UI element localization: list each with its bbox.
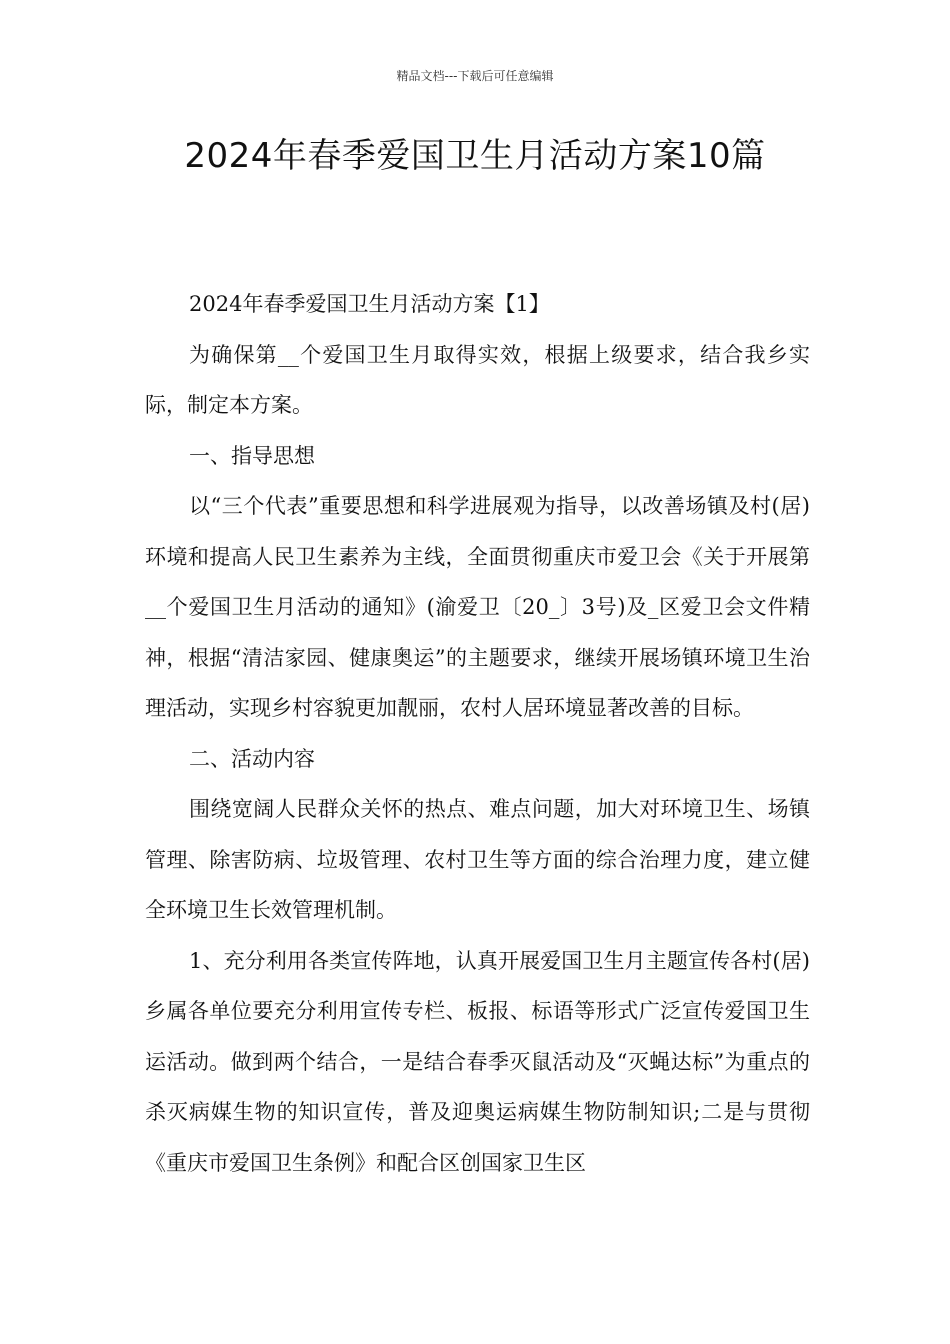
paragraph-item-1: 1、充分利用各类宣传阵地，认真开展爱国卫生月主题宣传各村(居)乡属各单位要充分利用宣传专栏、板报、标语等形式广泛宣传爱国卫生运活动。做到两个结合，一是结合春季灭鼠活动及“灭蝇达标”为重点的杀灭病媒生物的知识宣传，普及迎奥运病媒生物防制知识;二是与贯彻《重庆市爱国卫生条例》和配合区创国家卫生区 bbox=[145, 948, 810, 1175]
paragraph-guiding-ideology: 以“三个代表”重要思想和科学进展观为指导，以改善场镇及村(居)环境和提高人民卫生素养为主线，全面贯彻重庆市爱卫会《关于开展第__个爱国卫生月活动的通知》(渝爱卫〔20_〕3号)及_区爱卫会文件精神，根据“清洁家园、健康奥运”的主题要求，继续开展场镇环境卫生治理活动，实现乡村容貌更加靓丽，农村人居环境显著改善的目标。 bbox=[145, 494, 810, 720]
paragraph-activity-content: 围绕宽阔人民群众关怀的热点、难点问题，加大对环境卫生、场镇管理、除害防病、垃圾管理、农村卫生等方面的综合治理力度，建立健全环境卫生长效管理机制。 bbox=[145, 797, 810, 922]
document-title: 2024年春季爱国卫生月活动方案10篇 bbox=[184, 136, 766, 176]
document-body bbox=[145, 279, 810, 1188]
paragraph-intro: 为确保第__个爱国卫生月取得实效，根据上级要求，结合我乡实际，制定本方案。 bbox=[145, 342, 810, 417]
header-note: 精品文档---下载后可任意编辑 bbox=[396, 69, 554, 83]
section-heading-guiding-ideology: 一、指导思想 bbox=[189, 443, 315, 468]
section-heading-activity-content: 二、活动内容 bbox=[189, 746, 315, 771]
section-heading-plan-1: 2024年春季爱国卫生月活动方案【1】 bbox=[189, 292, 550, 316]
